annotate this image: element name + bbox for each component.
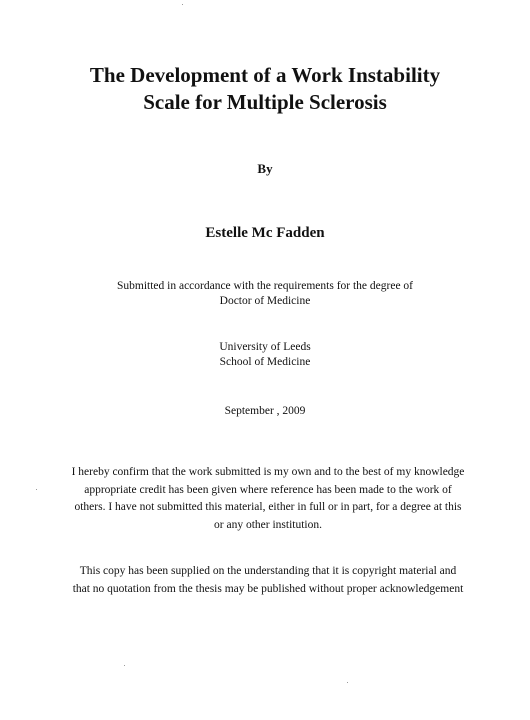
university-name: University of Leeds xyxy=(219,341,311,353)
scan-speck xyxy=(347,682,348,683)
scan-speck xyxy=(124,665,125,666)
scan-speck xyxy=(182,4,183,5)
declaration-line-1: I hereby confirm that the work submitted is my own and to the best of my knowledge xyxy=(71,466,465,478)
copyright-line-2: that no quotation from the thesis may be published without proper acknowledgement xyxy=(72,582,464,595)
copyright-notice xyxy=(58,563,478,598)
institution-block xyxy=(30,340,500,370)
scan-speck xyxy=(36,489,37,490)
degree-name: Doctor of Medicine xyxy=(219,295,311,307)
copyright-line-1: This copy has been supplied on the understanding that it is copyright material and xyxy=(79,565,457,577)
thesis-title-line-1: The Development of a Work Instability xyxy=(89,63,441,87)
declaration-line-4: or any other institution. xyxy=(214,518,322,531)
school-name: School of Medicine xyxy=(219,356,311,368)
submission-statement xyxy=(30,279,500,309)
by-label: By xyxy=(257,161,273,176)
submission-date: September , 2009 xyxy=(224,405,306,417)
declaration-line-2: appropriate credit has been given where reference has been made to the work of xyxy=(84,483,452,496)
declaration-line-3: others. I have not submitted this material, either in full or in part, for a degree at this xyxy=(74,501,462,513)
author-name: Estelle Mc Fadden xyxy=(205,225,325,241)
thesis-title-line-2: Scale for Multiple Sclerosis xyxy=(143,90,387,114)
thesis-title xyxy=(30,62,500,116)
submission-line-1: Submitted in accordance with the requirements for the degree of xyxy=(116,280,413,292)
declaration-paragraph xyxy=(58,464,478,534)
